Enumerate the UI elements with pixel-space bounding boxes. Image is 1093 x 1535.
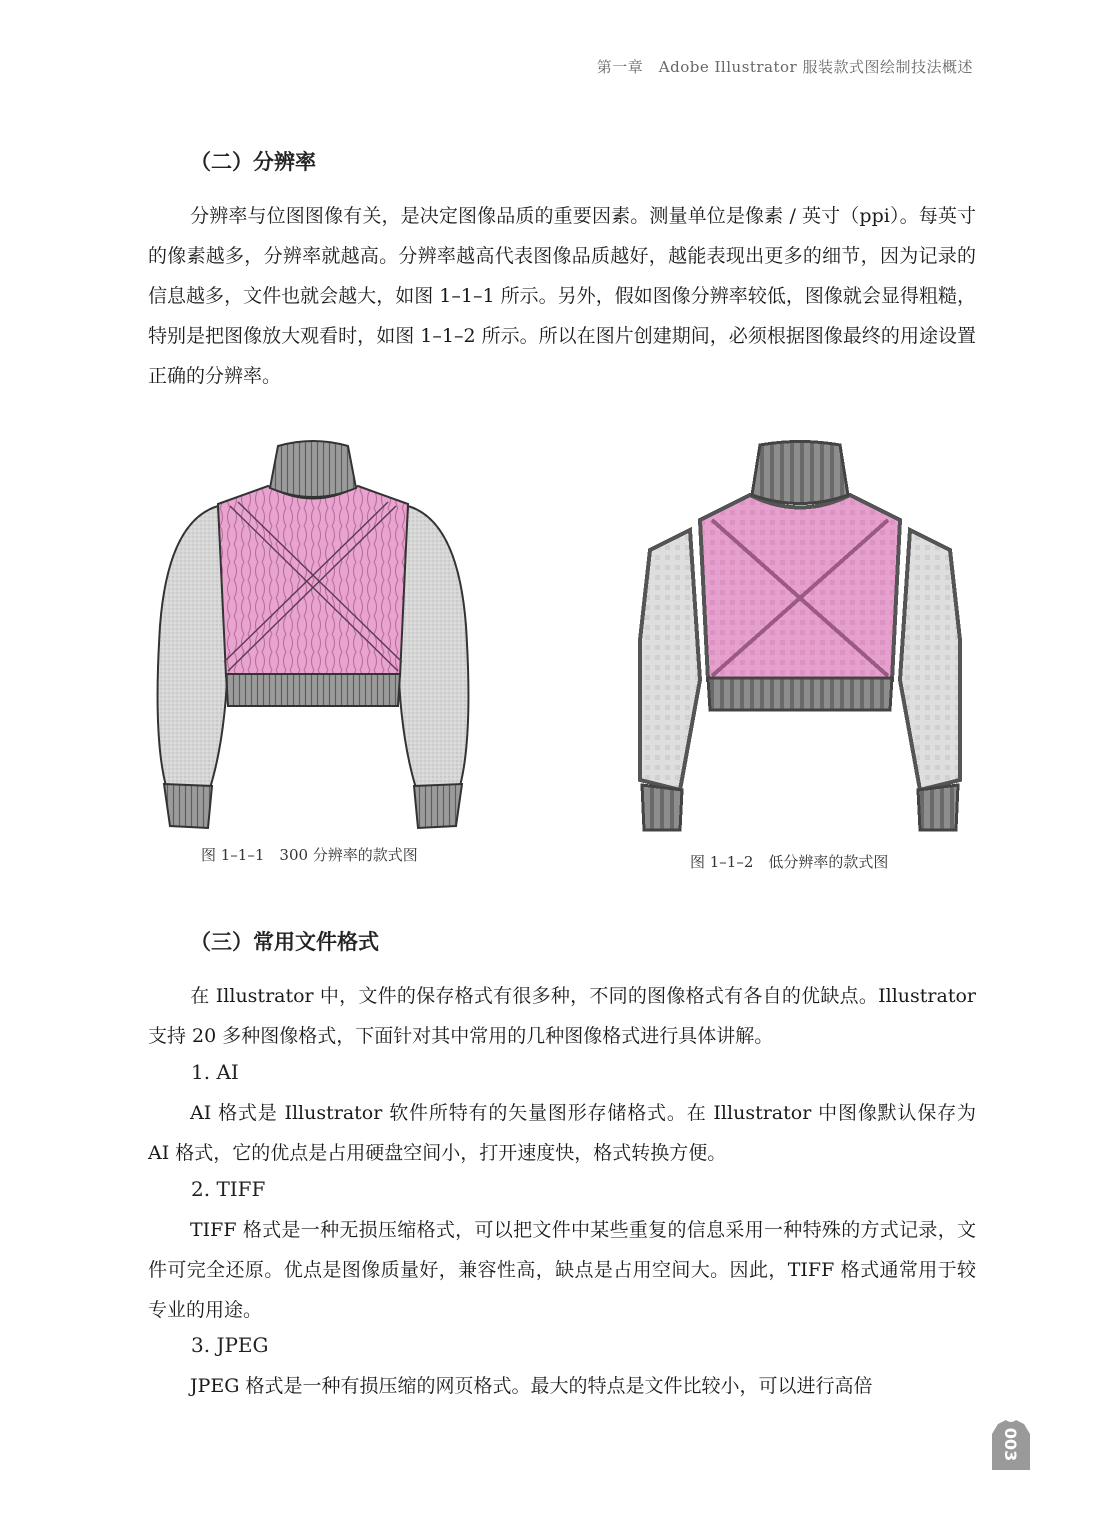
- page-number: 003: [1001, 1427, 1021, 1461]
- running-header: 第一章 Adobe Illustrator 服装款式图绘制技法概述: [596, 58, 973, 76]
- page-number-tab: [990, 1418, 1032, 1470]
- section-3-intro-text: 在 Illustrator 中，文件的保存格式有很多种，不同的图像格式有各自的优缺点。Illustrator 支持 20 多种图像格式，下面针对其中常用的几种图像格式进行具体讲解。: [148, 985, 976, 1047]
- section-2-body: [148, 196, 976, 396]
- item-jpeg-heading: 3. JPEG: [191, 1333, 269, 1357]
- item-ai-body: [148, 1093, 976, 1173]
- figure-1-caption: 图 1–1–1 300 分辨率的款式图: [201, 846, 418, 864]
- section-2-text: 分辨率与位图图像有关，是决定图像品质的重要因素。测量单位是像素 / 英寸（ppi）。每英寸的像素越多，分辨率就越高。分辨率越高代表图像品质越好，越能表现出更多的细节，因为记录的信息越多，文件也就会越大，如图 1–1–1 所示。另外，假如图像分辨率较低，图像就会显得粗糙，特别是把图像放大观看时，如图 1–1–2 所示。所以在图片创建期间，必须根据图像最终的用途设置正确的分辨率。: [148, 205, 976, 387]
- section-3-title: （三）常用文件格式: [190, 929, 379, 954]
- sweater-hi-res-illustration: [148, 436, 478, 831]
- item-tiff-heading: 2. TIFF: [191, 1177, 266, 1201]
- item-ai-heading: 1. AI: [191, 1060, 239, 1084]
- figure-2-caption: 图 1–1–2 低分辨率的款式图: [690, 853, 889, 871]
- item-jpeg-text: JPEG 格式是一种有损压缩的网页格式。最大的特点是文件比较小，可以进行高倍: [190, 1375, 873, 1397]
- figure-high-res-sweater: [148, 436, 478, 835]
- item-tiff-body: [148, 1210, 976, 1330]
- sweater-low-res-illustration: [620, 440, 975, 832]
- item-jpeg-body: [148, 1366, 976, 1406]
- figure-low-res-sweater: [620, 440, 975, 836]
- section-3-intro: [148, 976, 976, 1056]
- section-2-title: （二）分辨率: [190, 149, 316, 174]
- item-tiff-text: TIFF 格式是一种无损压缩格式，可以把文件中某些重复的信息采用一种特殊的方式记录，文件可完全还原。优点是图像质量好，兼容性高，缺点是占用空间大。因此，TIFF 格式通常用于较专业的用途。: [148, 1219, 976, 1321]
- item-ai-text: AI 格式是 Illustrator 软件所特有的矢量图形存储格式。在 Illustrator 中图像默认保存为 AI 格式，它的优点是占用硬盘空间小，打开速度快，格式转换方便。: [148, 1102, 976, 1164]
